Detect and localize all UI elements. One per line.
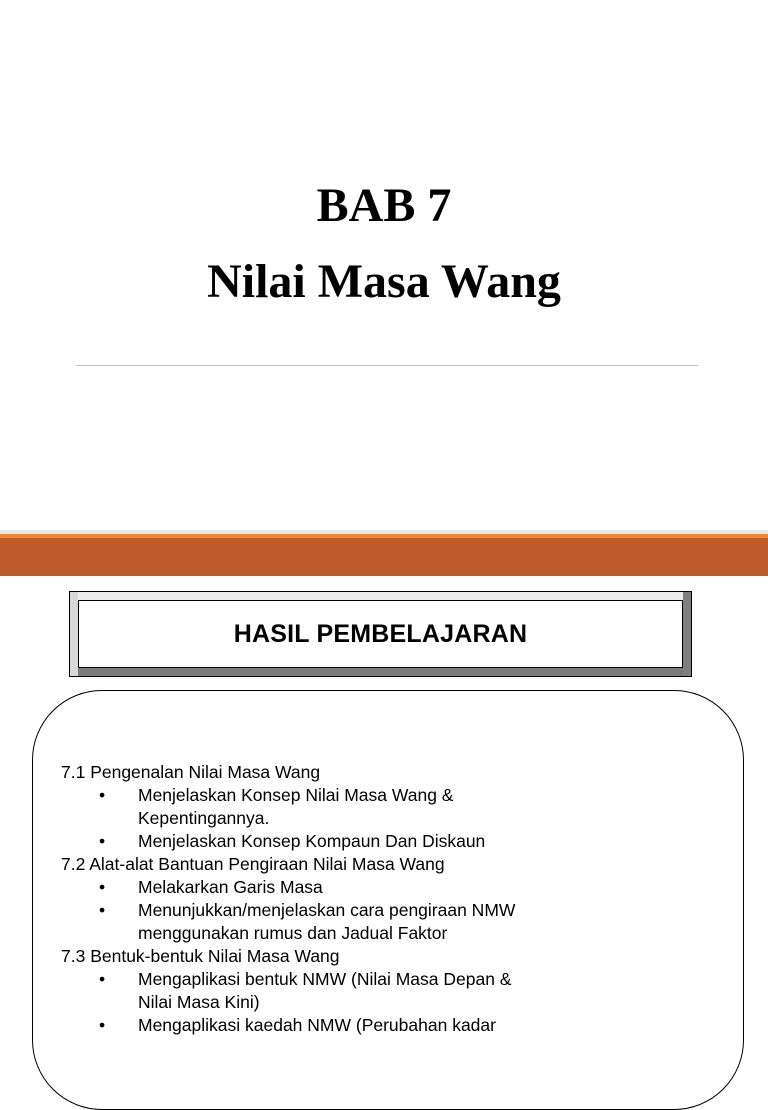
learning-outcomes-list [61, 761, 741, 1037]
bevel-left-edge [70, 592, 78, 676]
heading-frame [69, 591, 692, 677]
list-item-text: Menjelaskan Konsep Nilai Masa Wang & [138, 785, 454, 805]
bullet-icon: • [99, 900, 106, 920]
bevel-bottom-edge [70, 668, 691, 676]
section-title: 7.2 Alat-alat Bantuan Pengiraan Nilai Masa Wang [61, 854, 445, 874]
title-divider [76, 365, 698, 366]
accent-band [0, 538, 768, 576]
section-title: 7.3 Bentuk-bentuk Nilai Masa Wang [61, 946, 340, 966]
heading-face [78, 600, 683, 668]
list-item-text: Melakarkan Garis Masa [138, 877, 323, 897]
section-title: 7.1 Pengenalan Nilai Masa Wang [61, 762, 321, 782]
bullet-icon: • [99, 785, 106, 805]
list-item-text: Mengaplikasi bentuk NMW (Nilai Masa Depan & [138, 969, 512, 989]
bevel-top-edge [70, 592, 691, 600]
list-item [61, 876, 741, 899]
list-item [61, 830, 741, 853]
bevel-right-edge [683, 592, 691, 676]
list-item [61, 968, 741, 1014]
bullet-icon: • [99, 1015, 106, 1035]
list-item-text: Kepentingannya. [138, 808, 270, 828]
list-item [61, 899, 741, 945]
bullet-icon: • [99, 831, 106, 851]
bullet-icon: • [99, 969, 106, 989]
list-item-text: menggunakan rumus dan Jadual Faktor [138, 923, 448, 943]
list-item [61, 1014, 741, 1037]
list-item-text: Menjelaskan Konsep Kompaun Dan Diskaun [138, 831, 486, 851]
chapter-subtitle: Nilai Masa Wang [207, 255, 561, 308]
list-item-text: Mengaplikasi kaedah NMW (Perubahan kadar [138, 1015, 496, 1035]
section-heading: HASIL PEMBELAJARAN [233, 619, 528, 648]
chapter-title: BAB 7 [316, 179, 452, 232]
bullet-icon: • [99, 877, 106, 897]
list-item [61, 784, 741, 830]
title-slide [0, 0, 768, 530]
list-item-text: Nilai Masa Kini) [138, 992, 260, 1012]
list-item-text: Menunjukkan/menjelaskan cara pengiraan NMW [138, 900, 516, 920]
